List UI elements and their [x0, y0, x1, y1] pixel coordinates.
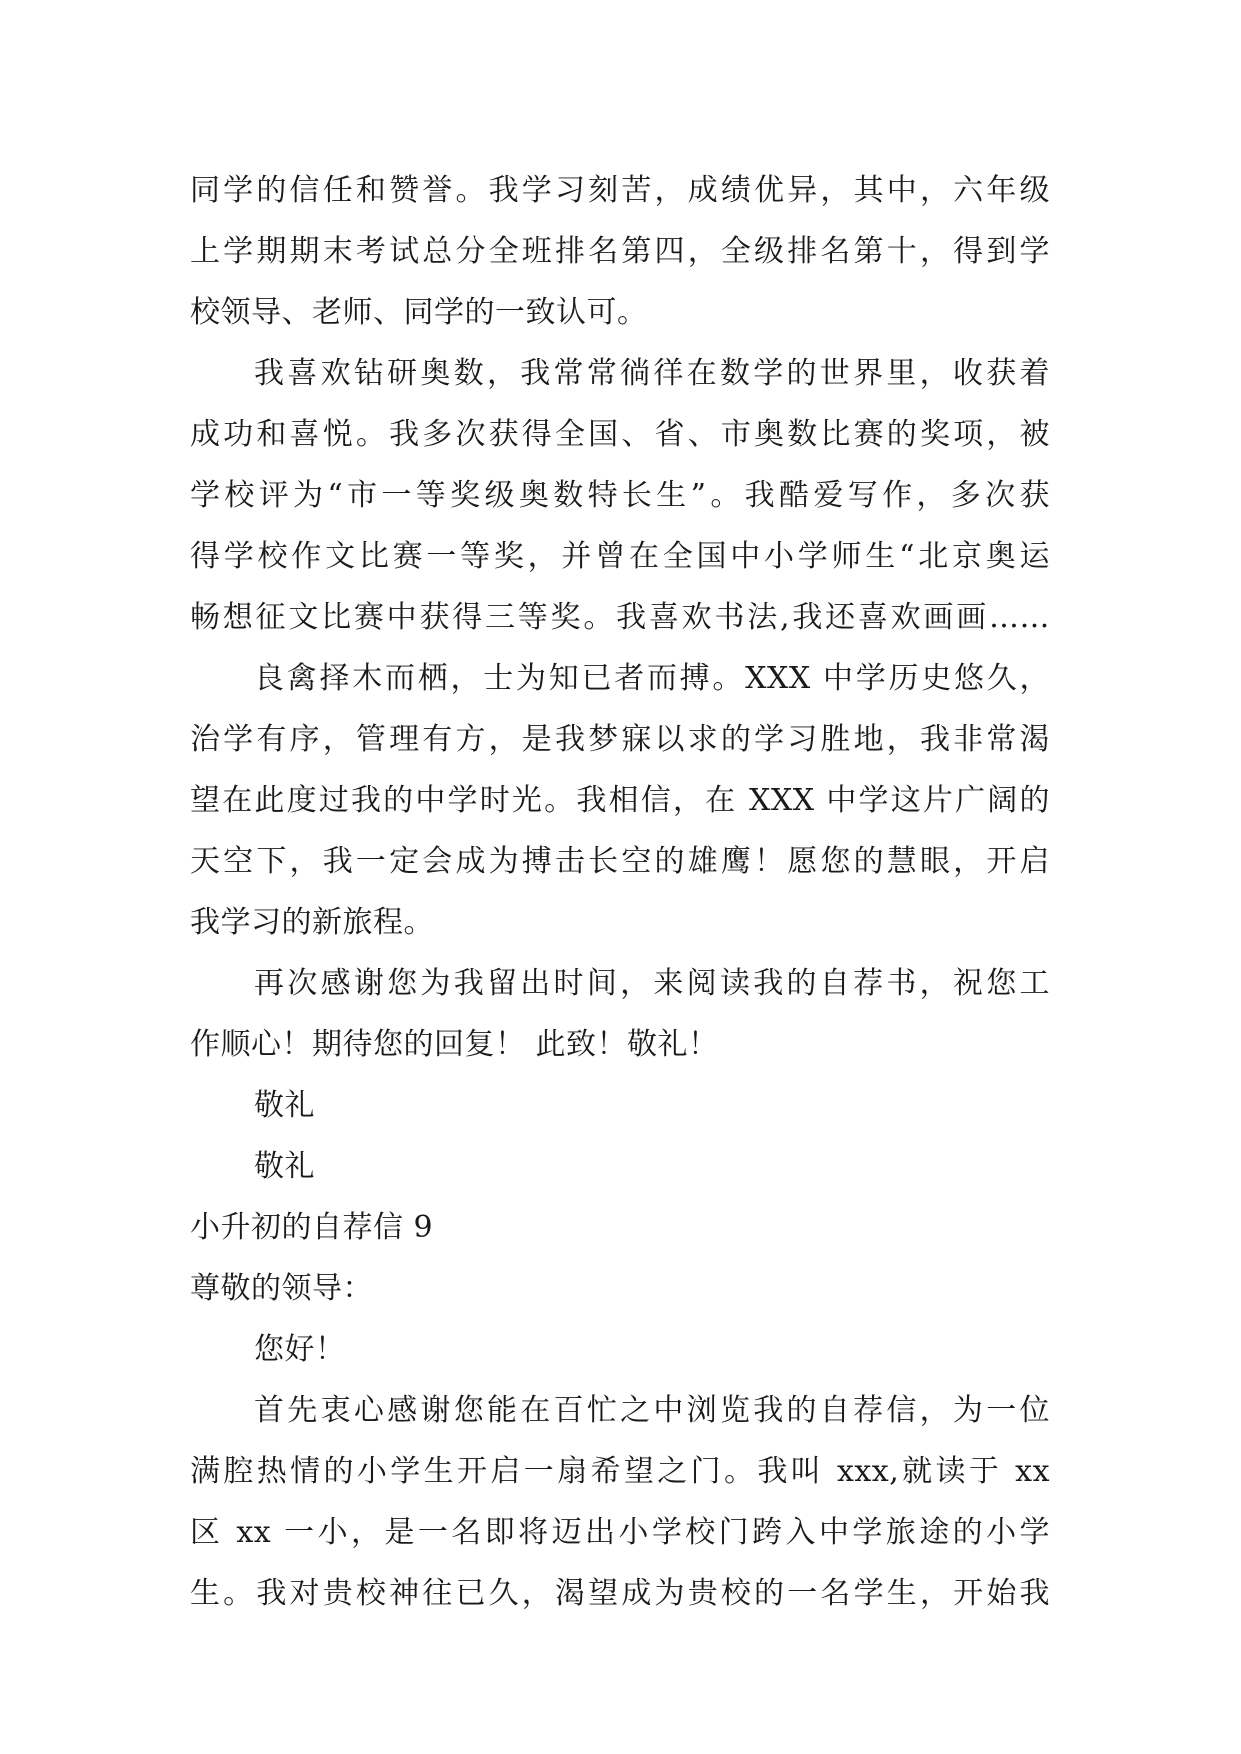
text-line: 同学的信任和赞誉。我学习刻苦，成绩优异，其中，六年级 — [190, 173, 1050, 208]
text-line: 区 xx 一小，是一名即将迈出小学校门跨入中学旅途的小学 — [190, 1515, 1050, 1550]
text-line: 我喜欢钻研奥数，我常常徜徉在数学的世界里，收获着 — [254, 356, 1050, 391]
text-line: 敬礼 — [254, 1088, 315, 1123]
text-line: 成功和喜悦。我多次获得全国、省、市奥数比赛的奖项，被 — [190, 417, 1050, 452]
letter-title: 小升初的自荐信 9 — [190, 1210, 434, 1245]
text-line: 敬礼 — [254, 1149, 315, 1184]
text-line: 满腔热情的小学生开启一扇希望之门。我叫 xxx,就读于 xx — [190, 1454, 1050, 1489]
salutation: 尊敬的领导： — [190, 1271, 373, 1306]
text-line: 畅想征文比赛中获得三等奖。我喜欢书法,我还喜欢画画…… — [190, 600, 1050, 635]
text-line: 首先衷心感谢您能在百忙之中浏览我的自荐信，为一位 — [254, 1393, 1050, 1428]
text-line: 治学有序，管理有方，是我梦寐以求的学习胜地，我非常渴 — [190, 722, 1050, 757]
text-line: 得学校作文比赛一等奖，并曾在全国中小学师生“北京奥运 — [190, 539, 1050, 574]
text-line: 校领导、老师、同学的一致认可。 — [190, 295, 648, 330]
text-line: 天空下，我一定会成为搏击长空的雄鹰！愿您的慧眼，开启 — [190, 844, 1050, 879]
text-line: 生。我对贵校神往已久，渴望成为贵校的一名学生，开始我 — [190, 1576, 1050, 1611]
text-line: 作顺心！期待您的回复！ 此致！敬礼！ — [190, 1027, 719, 1062]
greeting: 您好！ — [254, 1332, 346, 1367]
text-line: 上学期期末考试总分全班排名第四，全级排名第十，得到学 — [190, 234, 1050, 269]
text-line: 望在此度过我的中学时光。我相信，在 XXX 中学这片广阔的 — [190, 783, 1050, 818]
text-line: 良禽择木而栖，士为知已者而搏。XXX 中学历史悠久， — [254, 661, 1050, 696]
text-line: 再次感谢您为我留出时间，来阅读我的自荐书，祝您工 — [254, 966, 1050, 1001]
document-body — [190, 160, 1050, 1624]
text-line: 学校评为“市一等奖级奥数特长生”。我酷爱写作，多次获 — [190, 478, 1050, 513]
text-line: 我学习的新旅程。 — [190, 905, 434, 940]
